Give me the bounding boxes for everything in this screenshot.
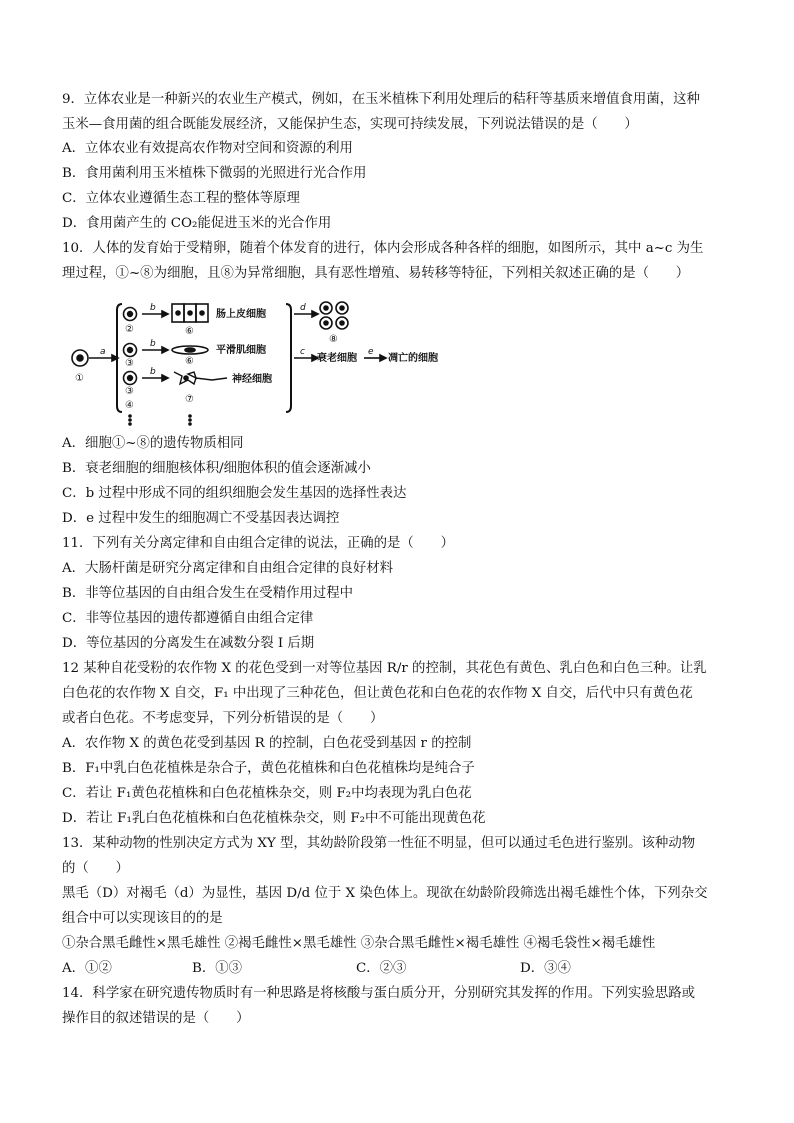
q10-option-b: B．衰老细胞的细胞核体积/细胞体积的值会逐渐减小 xyxy=(62,461,371,476)
q9-option-d: D．食用菌产生的 CO₂能促进玉米的光合作用 xyxy=(62,216,332,231)
cell-label-6: ⑥ xyxy=(185,326,194,337)
process-label-b3: b xyxy=(150,367,156,377)
process-label-b1: b xyxy=(150,303,156,313)
cell-label-2: ② xyxy=(125,324,134,335)
process-label-e: e xyxy=(368,347,374,357)
q9-stem-line1: 9．立体农业是一种新兴的农业生产模式，例如，在玉米植株下利用处理后的秸秆等基质来增值食用菌，这种 xyxy=(62,92,700,107)
q10-stem-line1: 10．人体的发育始于受精卵，随着个体发育的进行，体内会形成各种各样的细胞，如图所示，其中 a~c 为生 xyxy=(62,241,704,256)
cell-label-3: ③ xyxy=(125,358,134,369)
q12-stem-line2: 白色花的农作物 X 自交，F₁ 中出现了三种花色，但让黄色花和白色花的农作物 X 自交，后代中只有黄色花 xyxy=(62,686,693,701)
q10-stem-line2: 理过程，①~⑧为细胞，且⑧为异常细胞，具有恶性增殖、易转移等特征，下列相关叙述正确的是（ ） xyxy=(62,266,690,281)
q11-option-c: C．非等位基因的遗传都遵循自由组合定律 xyxy=(62,611,314,626)
process-label-d: d xyxy=(300,303,306,313)
q13-option-b: B．①③ xyxy=(192,961,243,976)
q14-stem-line2: 操作目的叙述错误的是（ ） xyxy=(62,1011,250,1026)
q13-stem-line4: 组合中可以实现该目的的是 xyxy=(62,911,223,926)
q12-option-d: D．若让 F₁乳白色花植株和白色花植株杂交，则 F₂中不可能出现黄色花 xyxy=(62,811,486,826)
label-smooth-muscle: 平滑肌细胞 xyxy=(216,345,266,356)
q12-stem-line3: 或者白色花。不考虑变异，下列分析错误的是（ ） xyxy=(62,711,384,726)
label-nerve-cell: 神经细胞 xyxy=(232,374,272,385)
cell-label-3b: ③ xyxy=(125,386,134,397)
process-label-c: c xyxy=(300,347,305,357)
q11-option-d: D．等位基因的分离发生在减数分裂 I 后期 xyxy=(62,636,315,651)
cell-label-1: ① xyxy=(75,373,84,384)
process-label-b2: b xyxy=(150,339,156,349)
cell-label-8: ⑧ xyxy=(329,334,338,345)
cell-differentiation-diagram xyxy=(62,296,442,426)
q12-option-c: C．若让 F₁黄色花植株和白色花植株杂交，则 F₂中均表现为乳白色花 xyxy=(62,786,472,801)
label-apoptotic-cell: 凋亡的细胞 xyxy=(388,353,438,364)
q13-stem-line3: 黑毛（D）对褐毛（d）为显性，基因 D/d 位于 X 染色体上。现欲在幼龄阶段筛选出褐毛雄性个体，下列杂交 xyxy=(62,886,708,901)
cell-label-6b: ⑥ xyxy=(185,356,194,367)
label-intestinal-epithelial: 肠上皮细胞 xyxy=(216,309,266,320)
q9-option-b: B．食用菌利用玉米植株下微弱的光照进行光合作用 xyxy=(62,166,367,181)
q14-stem-line1: 14．科学家在研究遗传物质时有一种思路是将核酸与蛋白质分开，分别研究其发挥的作用。下列实验思路或 xyxy=(62,986,696,1001)
q12-stem-line1: 12 某种自花受粉的农作物 X 的花色受到一对等位基因 R/r 的控制，其花色有黄色、乳白色和白色三种。让乳 xyxy=(62,661,707,676)
q13-option-c: C．②③ xyxy=(356,961,407,976)
label-senescent-cell: 衰老细胞 xyxy=(317,353,357,364)
q10-option-d: D．e 过程中发生的细胞凋亡不受基因表达调控 xyxy=(62,511,340,526)
q13-option-a: A．①② xyxy=(62,961,112,976)
q9-option-a: A．立体农业有效提高农作物对空间和资源的利用 xyxy=(62,141,353,156)
q13-option-d: D．③④ xyxy=(520,961,571,976)
q12-option-a: A．农作物 X 的黄色花受到基因 R 的控制，白色花受到基因 r 的控制 xyxy=(62,736,472,751)
q13-combinations: ①杂合黑毛雌性×黑毛雄性 ②褐毛雌性×黑毛雄性 ③杂合黑毛雌性×褐毛雄性 ④褐毛袋性×褐毛雄性 xyxy=(62,936,656,951)
process-label-a: a xyxy=(100,347,106,357)
q13-options-row xyxy=(62,960,742,978)
q11-option-b: B．非等位基因的自由组合发生在受精作用过程中 xyxy=(62,586,354,601)
q11-option-a: A．大肠杆菌是研究分离定律和自由组合定律的良好材料 xyxy=(62,561,394,576)
q11-stem: 11．下列有关分离定律和自由组合定律的说法，正确的是（ ） xyxy=(62,536,454,551)
q13-stem-line2: 的（ ） xyxy=(62,861,129,876)
cell-label-4: ④ xyxy=(125,400,134,411)
q9-option-c: C．立体农业遵循生态工程的整体等原理 xyxy=(62,191,300,206)
q10-option-a: A．细胞①~⑧的遗传物质相同 xyxy=(62,436,244,451)
q9-stem-line2: 玉米—食用菌的组合既能发展经济，又能保护生态，实现可持续发展，下列说法错误的是（ ） xyxy=(62,117,638,132)
q10-option-c: C．b 过程中形成不同的组织细胞会发生基因的选择性表达 xyxy=(62,486,407,501)
q13-stem-line1: 13．某种动物的性别决定方式为 XY 型，其幼龄阶段第一性征不明显，但可以通过毛色进行鉴别。该种动物 xyxy=(62,836,696,851)
q12-option-b: B．F₁中乳白色花植株是杂合子，黄色花植株和白色花植株均是纯合子 xyxy=(62,761,475,776)
cell-label-7: ⑦ xyxy=(185,394,194,405)
